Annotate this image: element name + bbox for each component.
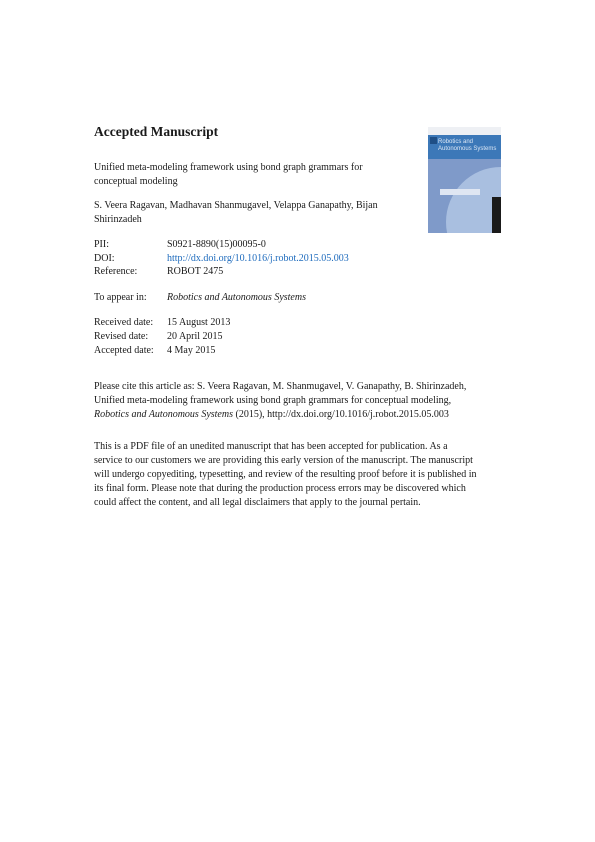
citation-line: Unified meta-modeling framework using bond graph grammars for conceptual modeling, [94,395,452,406]
reference-label: Reference: [94,266,138,277]
citation-journal: Robotics and Autonomous Systems [94,409,233,420]
author-line: Shirinzadeh [94,214,142,225]
manuscript-notice [94,440,514,510]
doi-link[interactable]: http://dx.doi.org/10.1016/j.robot.2015.05.003 [167,253,349,264]
received-value: 15 August 2013 [167,317,231,328]
cover-title-line: Autonomous Systems [438,146,497,152]
accepted-label: Accepted date: [94,345,154,356]
received-label: Received date: [94,317,154,328]
notice-line: could affect the content, and all legal disclaimers that apply to the journal pertain. [94,497,421,508]
citation-block [94,380,514,422]
citation-tail: (2015), http://dx.doi.org/10.1016/j.robot.2015.05.003 [232,409,449,420]
article-title-line: Unified meta-modeling framework using bond graph grammars for [94,162,363,173]
citation-line: Please cite this article as: S. Veera Ragavan, M. Shanmugavel, V. Ganapathy, B. Shirinzadeh, [94,381,467,392]
notice-line: its final form. Please note that during the production process errors may be discovered which [94,483,466,494]
appear-in-label: To appear in: [94,292,147,303]
notice-line: service to our customers we are providing this early version of the manuscript. The manuscript [94,455,473,466]
journal-cover-image [428,127,501,233]
reference-value: ROBOT 2475 [167,266,224,277]
cover-top-bar [428,127,501,135]
citation-line [94,408,514,422]
journal-name: Robotics and Autonomous Systems [167,292,306,303]
pii-value: S0921-8890(15)00095-0 [167,239,266,250]
notice-line: will undergo copyediting, typesetting, and review of the resulting proof before it is published in [94,469,477,480]
author-line: S. Veera Ragavan, Madhavan Shanmugavel, Velappa Ganapathy, Bijan [94,200,378,211]
cover-footer-strip [440,189,480,195]
publisher-logo-icon [430,137,437,144]
notice-line: This is a PDF file of an unedited manuscript that has been accepted for publication. As a [94,441,448,452]
revised-label: Revised date: [94,331,149,342]
cover-title [438,139,496,153]
article-title-line: conceptual modeling [94,176,178,187]
page-heading: Accepted Manuscript [94,124,219,139]
accepted-value: 4 May 2015 [167,345,216,356]
pii-label: PII: [94,239,109,250]
cover-dark-strip [492,197,501,233]
doi-label: DOI: [94,253,115,264]
author-list [94,199,394,227]
article-title [94,161,384,189]
cover-title-line: Robotics and [438,139,474,145]
revised-value: 20 April 2015 [167,331,223,342]
